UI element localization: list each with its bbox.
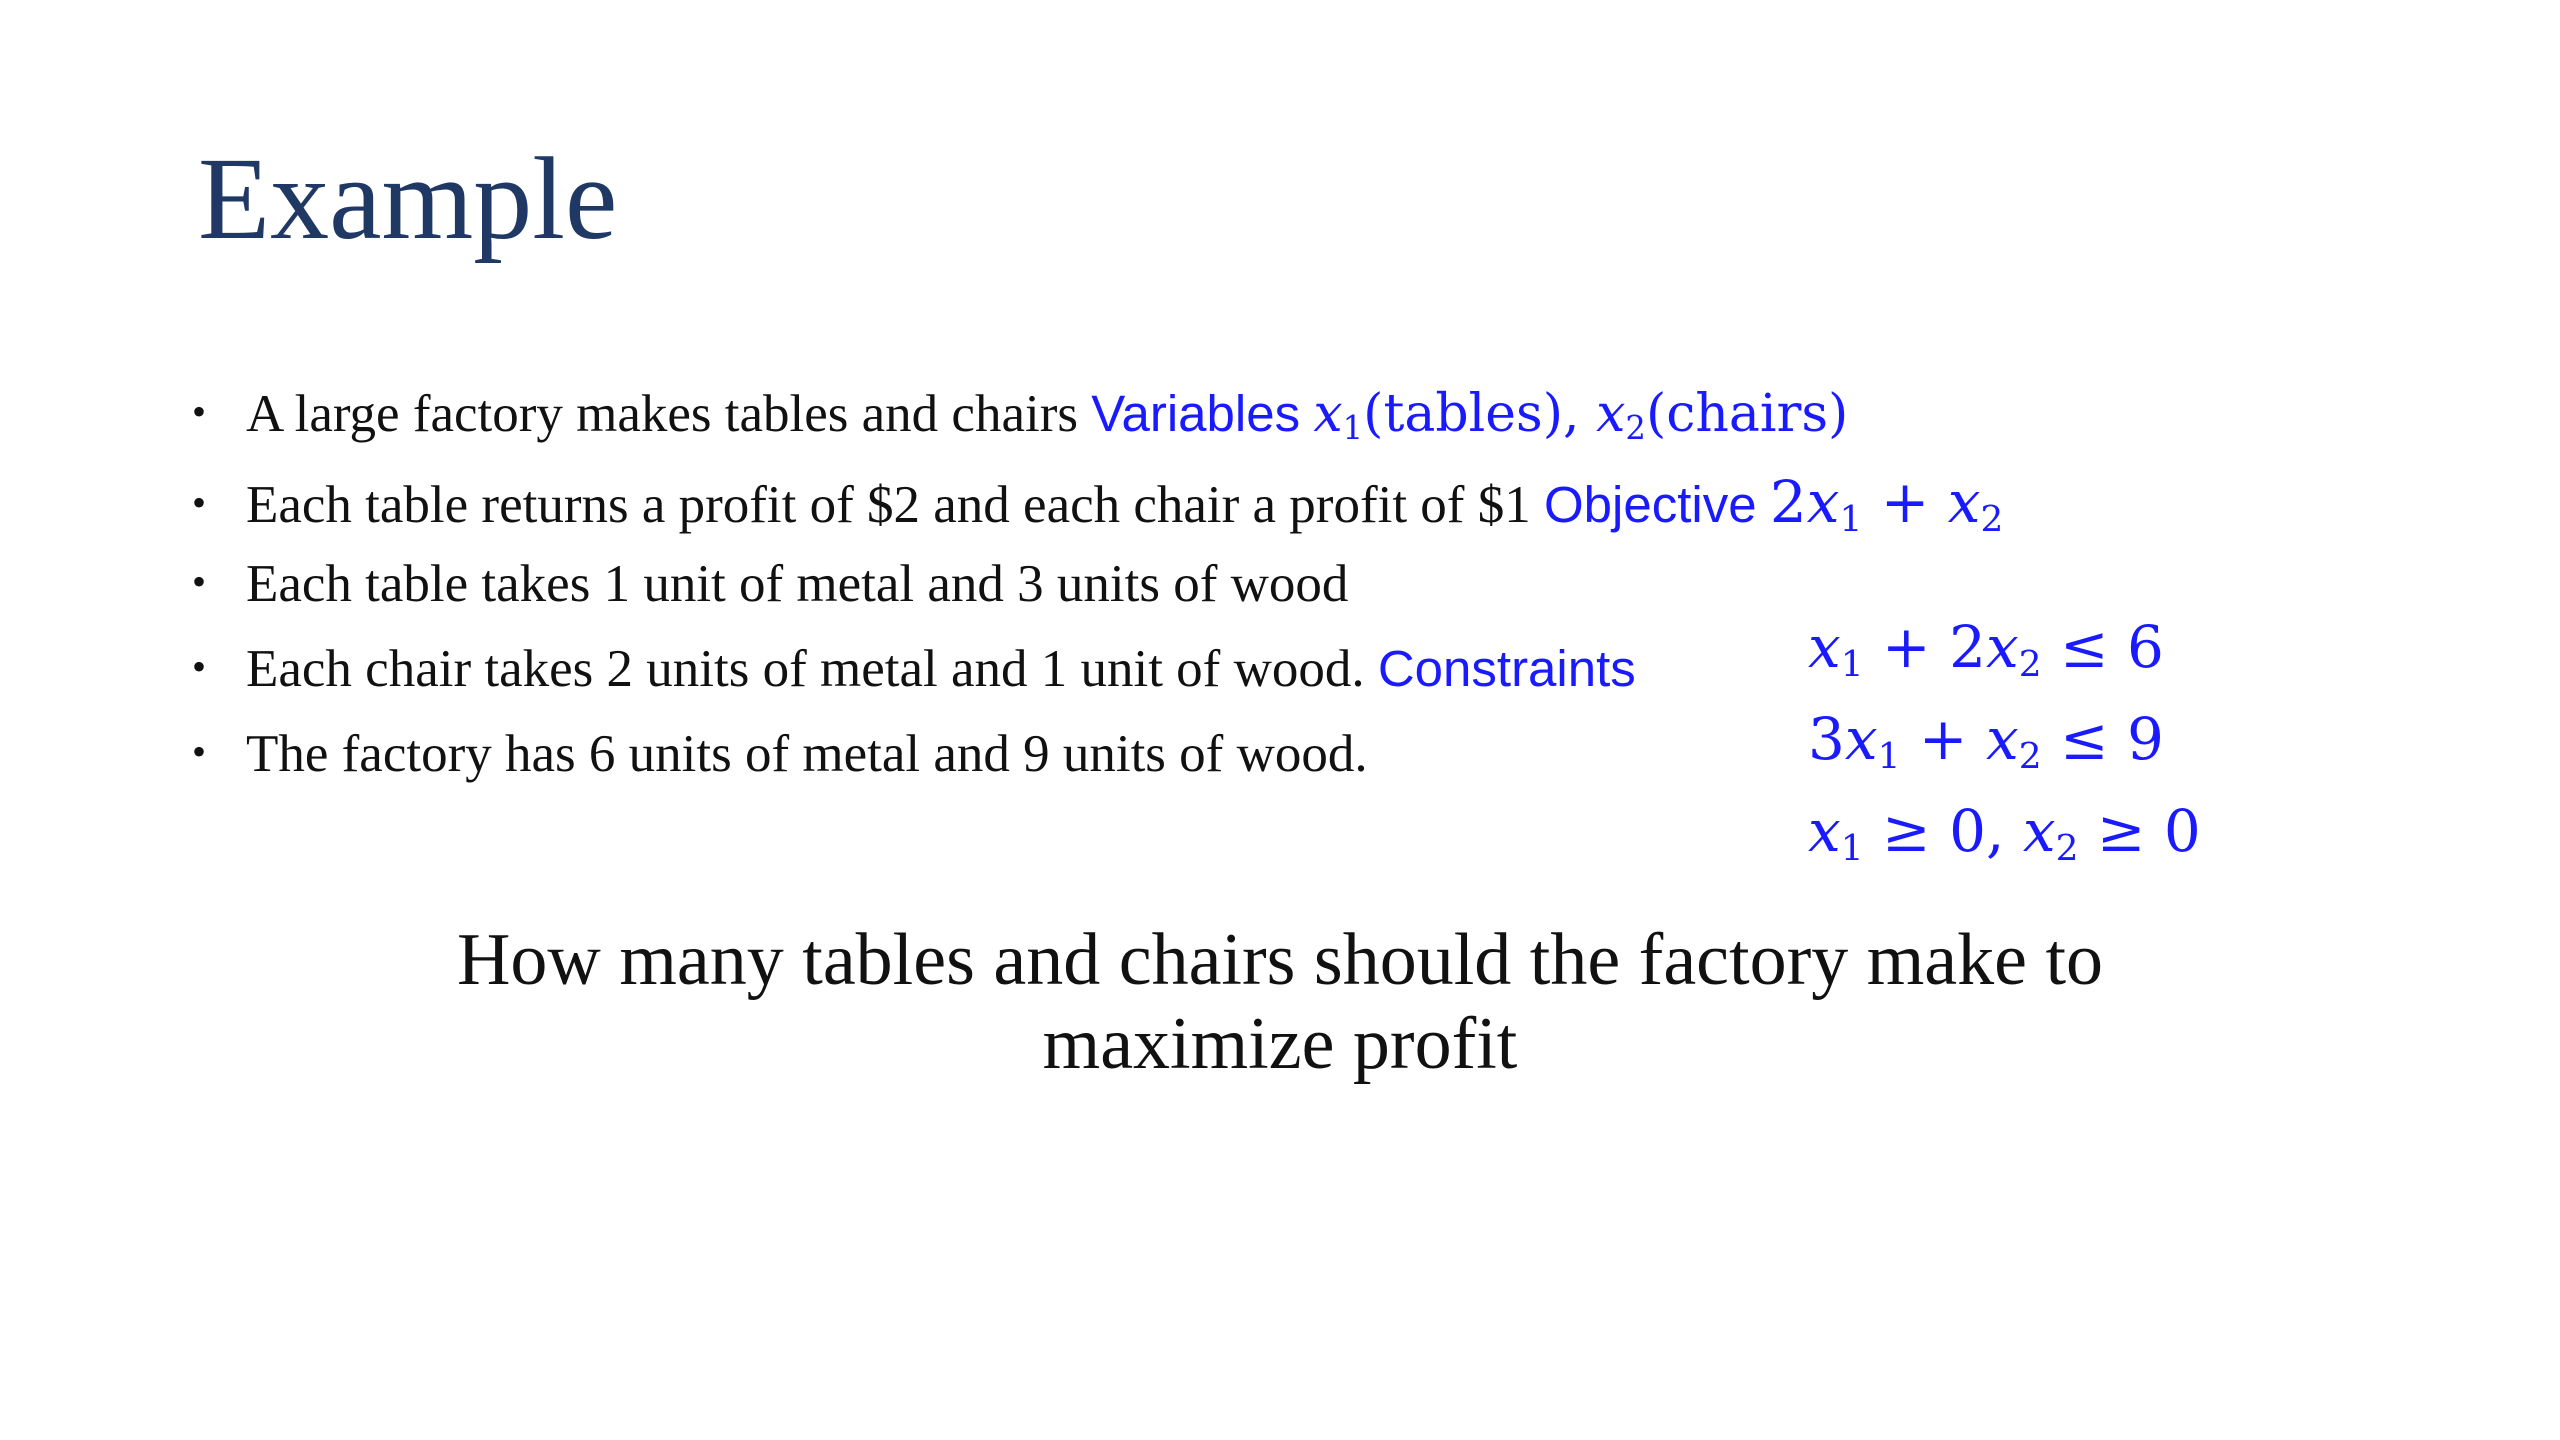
variables-math: $x_1(tables)$, $x_2(chairs)$ bbox=[1313, 384, 1849, 448]
bullet-text: A large factory makes tables and chairs bbox=[246, 385, 1078, 443]
label-objective: Objective bbox=[1543, 476, 1757, 533]
bullet-table-resources bbox=[192, 555, 1349, 618]
bullet-chair-resources bbox=[192, 640, 1636, 703]
bullet-text: Each table returns a profit of $2 and each chair a profit of $1 bbox=[246, 476, 1531, 534]
constraint-metal: $x_1 + 2x_2 \le 6$ bbox=[1808, 613, 2164, 685]
question-text bbox=[0, 918, 2560, 1086]
constraint-wood: $3x_1 + x_2 \le 9$ bbox=[1808, 705, 2164, 777]
bullet-dot-icon: • bbox=[192, 729, 207, 774]
bullet-dot-icon: • bbox=[192, 644, 207, 689]
question-line-1: How many tables and chairs should the factory make to bbox=[456, 919, 2104, 1001]
bullet-objective bbox=[192, 468, 2004, 540]
bullet-text: Each table takes 1 unit of metal and 3 units of wood bbox=[246, 555, 1349, 613]
bullet-text: Each chair takes 2 units of metal and 1 unit of wood. bbox=[246, 640, 1365, 698]
bullet-variables bbox=[192, 384, 1849, 448]
label-constraints: Constraints bbox=[1377, 640, 1636, 697]
objective-math: $2x_1 + x_2$ bbox=[1769, 468, 2004, 540]
constraint-nonnegativity: $x_1 \ge 0$, $x_2 \ge 0$ bbox=[1808, 797, 2201, 869]
bullet-factory-capacity bbox=[192, 725, 1368, 788]
label-variables: Variables bbox=[1091, 385, 1301, 442]
question-line-2: maximize profit bbox=[1042, 1003, 1518, 1085]
bullet-text: The factory has 6 units of metal and 9 units of wood. bbox=[246, 725, 1368, 783]
slide-title: Example bbox=[198, 133, 618, 264]
bullet-dot-icon: • bbox=[192, 480, 207, 525]
bullet-dot-icon: • bbox=[192, 389, 207, 434]
bullet-dot-icon: • bbox=[192, 559, 207, 604]
